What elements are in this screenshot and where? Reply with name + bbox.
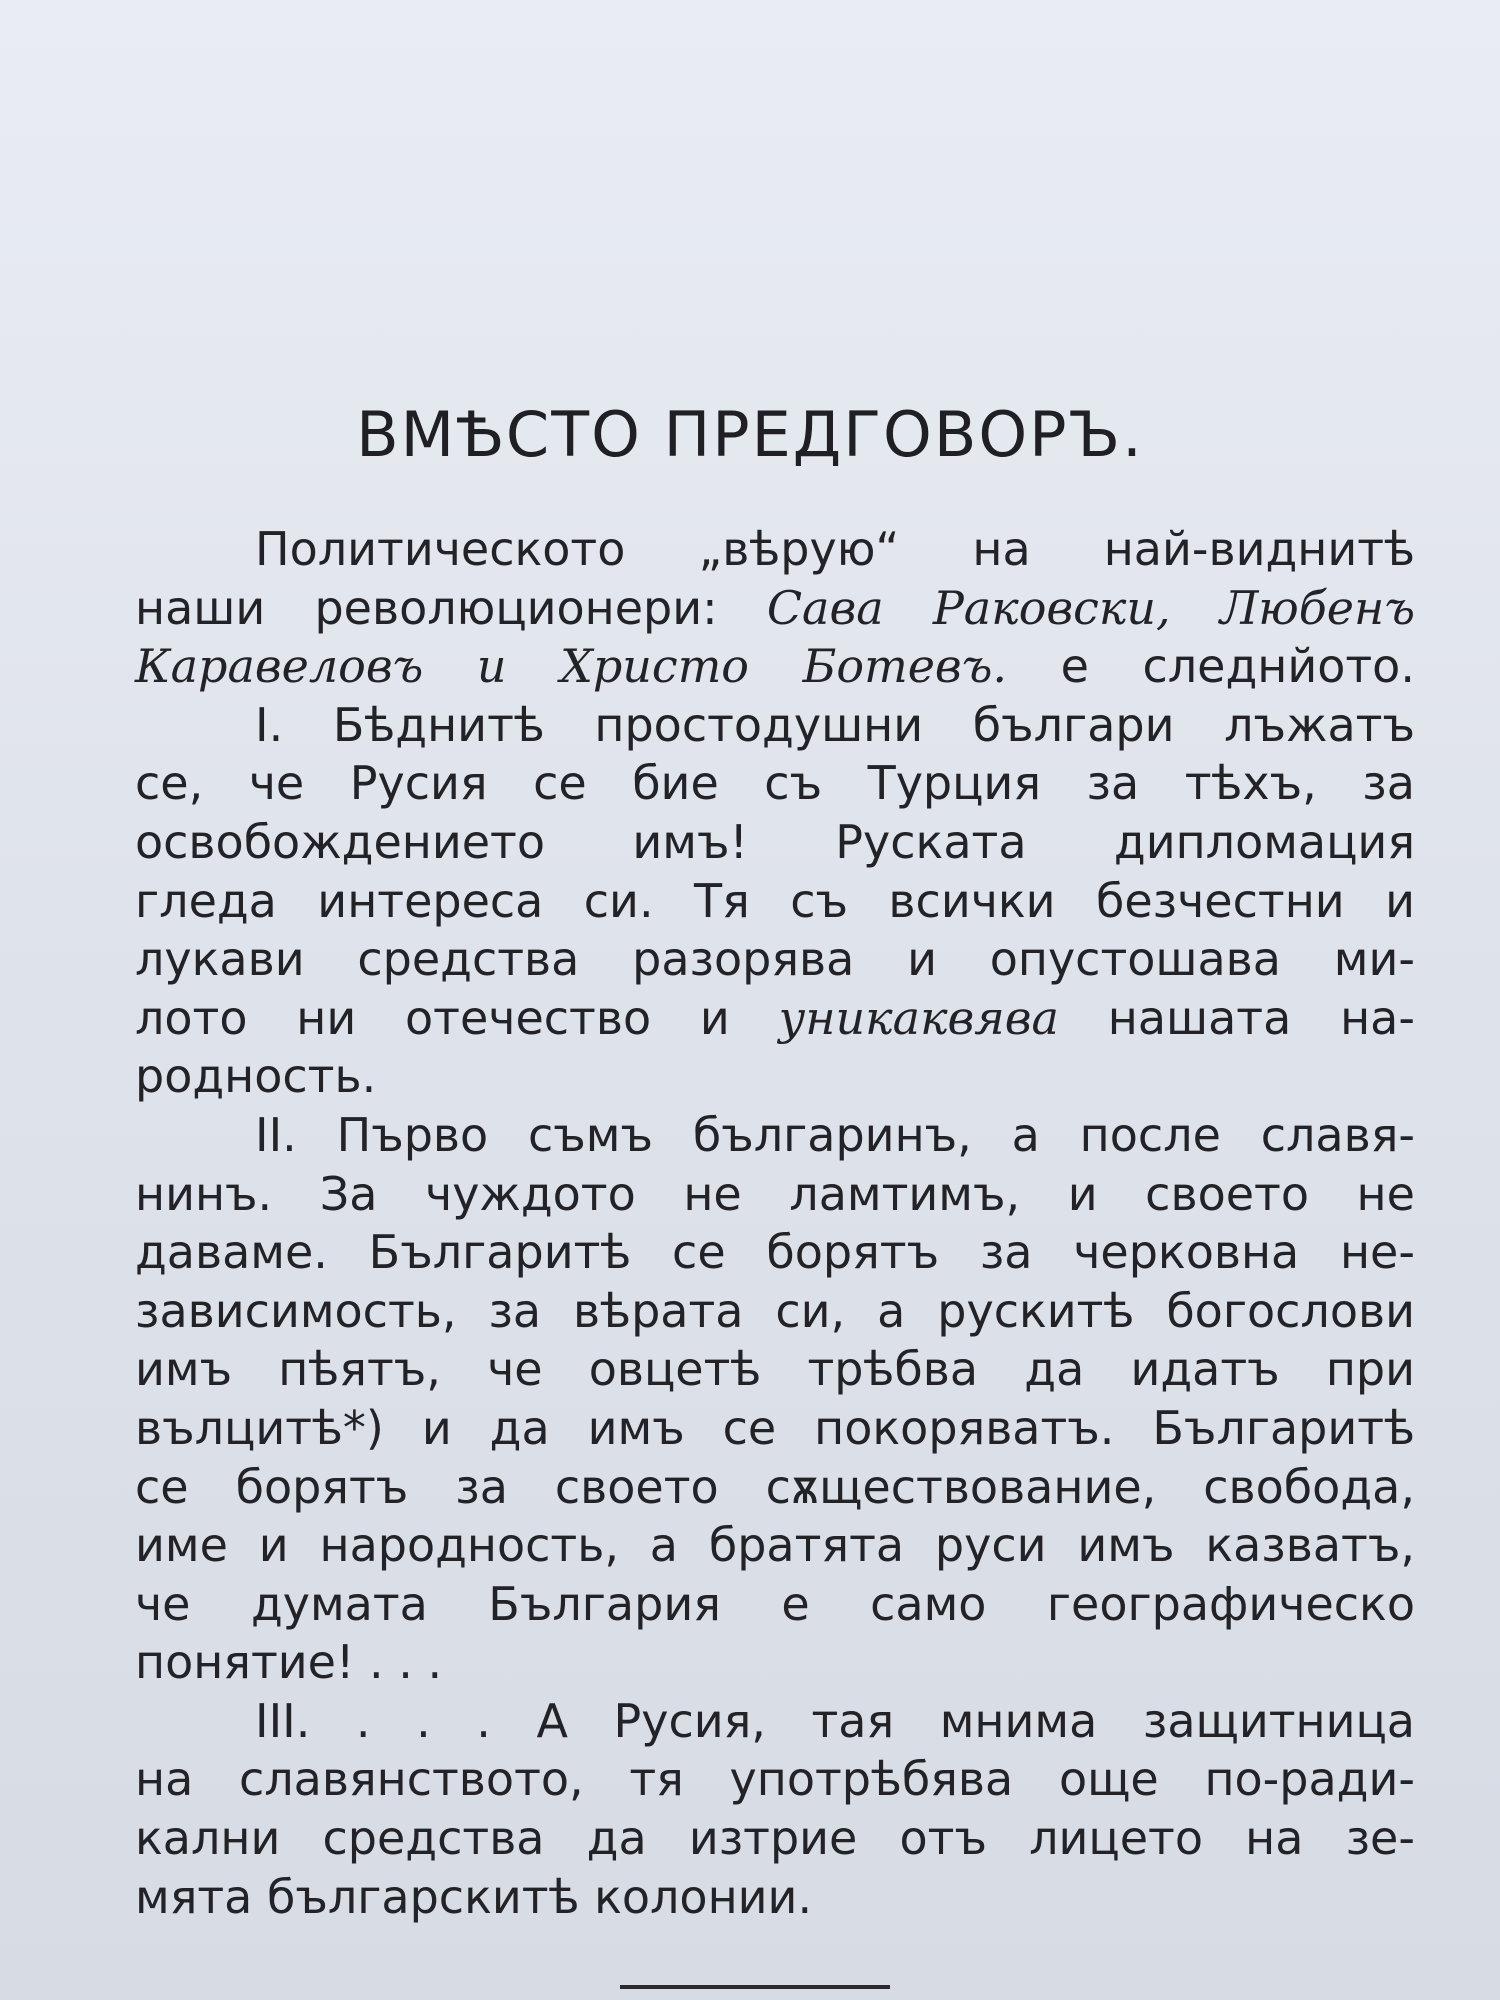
word: Ботевъ.: [802, 639, 1007, 694]
word: идатъ: [1130, 1342, 1280, 1397]
word: Любенъ: [1219, 580, 1415, 635]
word: и: [258, 1518, 289, 1573]
word: за: [488, 1283, 542, 1338]
word: бие: [632, 756, 719, 811]
word: си.: [583, 873, 654, 928]
word: че: [248, 756, 305, 811]
word: .: [416, 1693, 431, 1748]
page-title: ВМѢСТО ПРЕДГОВОРЪ.: [356, 398, 1144, 471]
word: а: [877, 1283, 906, 1338]
word: уникаквява: [778, 990, 1059, 1045]
word: ни: [296, 990, 357, 1045]
word: Първо: [336, 1107, 489, 1162]
word: тѣхъ,: [1184, 756, 1317, 811]
text-line: [135, 1868, 1415, 1927]
word: българи: [972, 697, 1175, 752]
word: имъ: [135, 1342, 233, 1397]
word: .: [476, 1693, 491, 1748]
word: гледа: [135, 873, 277, 928]
word: за: [455, 1459, 508, 1514]
word: и: [421, 1400, 452, 1455]
word: Българитѣ: [1152, 1400, 1415, 1455]
word: освобождението: [135, 814, 545, 869]
word: лукави: [135, 932, 305, 987]
text-line: [135, 1458, 1415, 1517]
word: най-виднитѣ: [1103, 522, 1415, 576]
word: даваме.: [135, 1225, 328, 1280]
word: се,: [135, 756, 204, 811]
text-line: [135, 813, 1415, 872]
word: и: [1385, 873, 1415, 928]
closing-divider: [620, 1985, 890, 1989]
word: славянството,: [238, 1752, 584, 1807]
text-line: [135, 930, 1415, 989]
word: да: [489, 1400, 550, 1455]
word: наши: [135, 580, 266, 635]
word: простодушни: [594, 697, 924, 752]
word: не-: [1339, 1225, 1415, 1280]
word: българинъ,: [692, 1107, 972, 1162]
word: географическо: [1046, 1576, 1415, 1631]
word: чуждото: [425, 1166, 636, 1221]
word: Русия,: [613, 1693, 766, 1748]
text-line: [135, 1692, 1415, 1751]
word: само: [870, 1576, 987, 1631]
word: си,: [775, 1283, 846, 1338]
word: овцетѣ: [588, 1342, 762, 1397]
word: после: [1079, 1107, 1221, 1162]
word: трѣбва: [807, 1342, 979, 1397]
word: употрѣбява: [729, 1752, 1014, 1807]
word: Русия: [349, 756, 488, 811]
word: Българитѣ: [368, 1225, 632, 1280]
word: дипломация: [1113, 814, 1415, 869]
word: Политическото: [255, 522, 626, 576]
word: „вѣрую“: [698, 522, 900, 576]
word: зависимость,: [135, 1283, 457, 1338]
word: За: [319, 1166, 378, 1221]
word: Тя: [694, 873, 750, 928]
text-line: [135, 1516, 1415, 1575]
word: думата: [250, 1576, 428, 1631]
text-line: [135, 696, 1415, 755]
word: да: [1024, 1342, 1085, 1397]
text-line: [135, 1575, 1415, 1634]
text-line: [135, 1047, 1415, 1106]
word: България: [488, 1576, 721, 1631]
word: е: [1060, 639, 1089, 694]
word: а: [649, 1518, 678, 1573]
word: покоряватъ.: [814, 1400, 1115, 1455]
word: за: [979, 1225, 1033, 1280]
word: богослови: [1166, 1283, 1415, 1338]
word: I.: [255, 697, 284, 752]
word: безчестни: [1096, 873, 1345, 928]
word: средства: [357, 932, 580, 987]
text-line: [135, 989, 1415, 1048]
word: за: [1086, 756, 1140, 811]
text-line: [135, 754, 1415, 813]
word: Раковски,: [932, 580, 1171, 635]
word: лото: [135, 990, 248, 1045]
word: сѫществование,: [765, 1459, 1157, 1514]
word: на: [135, 1752, 194, 1807]
text-line: [135, 1399, 1415, 1458]
word: нашата: [1107, 990, 1292, 1045]
word: имъ: [587, 1400, 685, 1455]
word: свобода,: [1203, 1459, 1415, 1514]
word: на: [972, 522, 1031, 576]
word: пѣятъ,: [278, 1342, 441, 1397]
word: руси: [934, 1518, 1047, 1573]
word: славя-: [1260, 1107, 1415, 1162]
word: Сава: [766, 580, 884, 635]
word: отъ: [899, 1811, 987, 1866]
text-segment: мята българскитѣ колонии.: [135, 1869, 813, 1924]
word: съ: [764, 756, 823, 811]
text-segment: понятие! . . .: [135, 1635, 443, 1690]
text-line: [135, 1165, 1415, 1224]
word: и: [907, 932, 937, 987]
word: Руската: [835, 814, 1027, 869]
word: рускитѣ: [937, 1283, 1135, 1338]
word: Христо: [560, 639, 750, 694]
word: .: [355, 1693, 371, 1748]
word: а: [1011, 1107, 1040, 1162]
word: ми-: [1333, 932, 1415, 987]
word: казватъ,: [1205, 1518, 1415, 1573]
word: че: [135, 1576, 191, 1631]
word: братята: [708, 1518, 905, 1573]
word: се: [672, 1225, 726, 1280]
text-line: [135, 1282, 1415, 1341]
text-line: [135, 1106, 1415, 1165]
word: опустошава: [989, 932, 1281, 987]
word: III.: [255, 1693, 311, 1748]
word: нинъ.: [135, 1166, 273, 1221]
text-line: [135, 1750, 1415, 1809]
word: А: [536, 1693, 568, 1748]
word: борятъ: [766, 1225, 940, 1280]
text-line: [135, 637, 1415, 696]
word: Бѣднитѣ: [332, 697, 545, 752]
word: борятъ: [235, 1459, 409, 1514]
word: всички: [888, 873, 1056, 928]
word: още: [1058, 1752, 1159, 1807]
word: по-ради-: [1204, 1752, 1415, 1807]
word: вѣрата: [573, 1283, 744, 1338]
word: разорява: [632, 932, 855, 987]
word: средства: [322, 1811, 545, 1866]
word: черковна: [1073, 1225, 1300, 1280]
word: зе-: [1345, 1811, 1415, 1866]
word: тя: [629, 1752, 684, 1807]
word: че: [487, 1342, 543, 1397]
word: и: [1067, 1166, 1098, 1221]
word: своето: [1145, 1166, 1309, 1221]
word: име: [135, 1518, 228, 1573]
word: не: [683, 1166, 742, 1221]
word: имъ: [1077, 1518, 1175, 1573]
word: Турция: [867, 756, 1041, 811]
word: за: [1362, 756, 1415, 811]
word: Каравеловъ: [135, 639, 424, 694]
text-segment: родность.: [135, 1049, 377, 1104]
word: отечество: [405, 990, 652, 1045]
word: се: [135, 1459, 189, 1514]
word: лицето: [1029, 1811, 1203, 1866]
word: лъжатъ: [1224, 697, 1415, 752]
word: на: [1245, 1811, 1304, 1866]
word: своето: [554, 1459, 719, 1514]
word: изтрие: [688, 1811, 858, 1866]
word: мнима: [939, 1693, 1098, 1748]
word: тая: [811, 1693, 895, 1748]
text-line: [135, 1223, 1415, 1282]
word: се: [722, 1400, 777, 1455]
text-line: [135, 520, 1415, 579]
text-line: [135, 872, 1415, 931]
word: съмъ: [528, 1107, 653, 1162]
word: кални: [135, 1811, 281, 1866]
word: е: [781, 1576, 810, 1631]
word: защитница: [1142, 1693, 1415, 1748]
word: имъ!: [632, 814, 748, 869]
word: ламтимъ,: [789, 1166, 1021, 1221]
word: да: [586, 1811, 647, 1866]
word: II.: [255, 1107, 297, 1162]
word: вълцитѣ*): [135, 1400, 384, 1455]
word: следнйото.: [1142, 639, 1415, 694]
word: при: [1325, 1342, 1415, 1397]
word: и: [699, 990, 730, 1045]
text-line: [135, 1809, 1415, 1868]
word: се: [533, 756, 587, 811]
word: съ: [790, 873, 848, 928]
word: и: [476, 639, 507, 694]
preface-text: [135, 520, 1415, 1926]
word: интереса: [317, 873, 544, 928]
word: не: [1356, 1166, 1415, 1221]
text-line: [135, 579, 1415, 638]
text-line: [135, 1633, 1415, 1692]
word: на-: [1340, 990, 1415, 1045]
text-line: [135, 1340, 1415, 1399]
word: народность,: [319, 1518, 619, 1573]
word: революционери:: [314, 580, 718, 635]
